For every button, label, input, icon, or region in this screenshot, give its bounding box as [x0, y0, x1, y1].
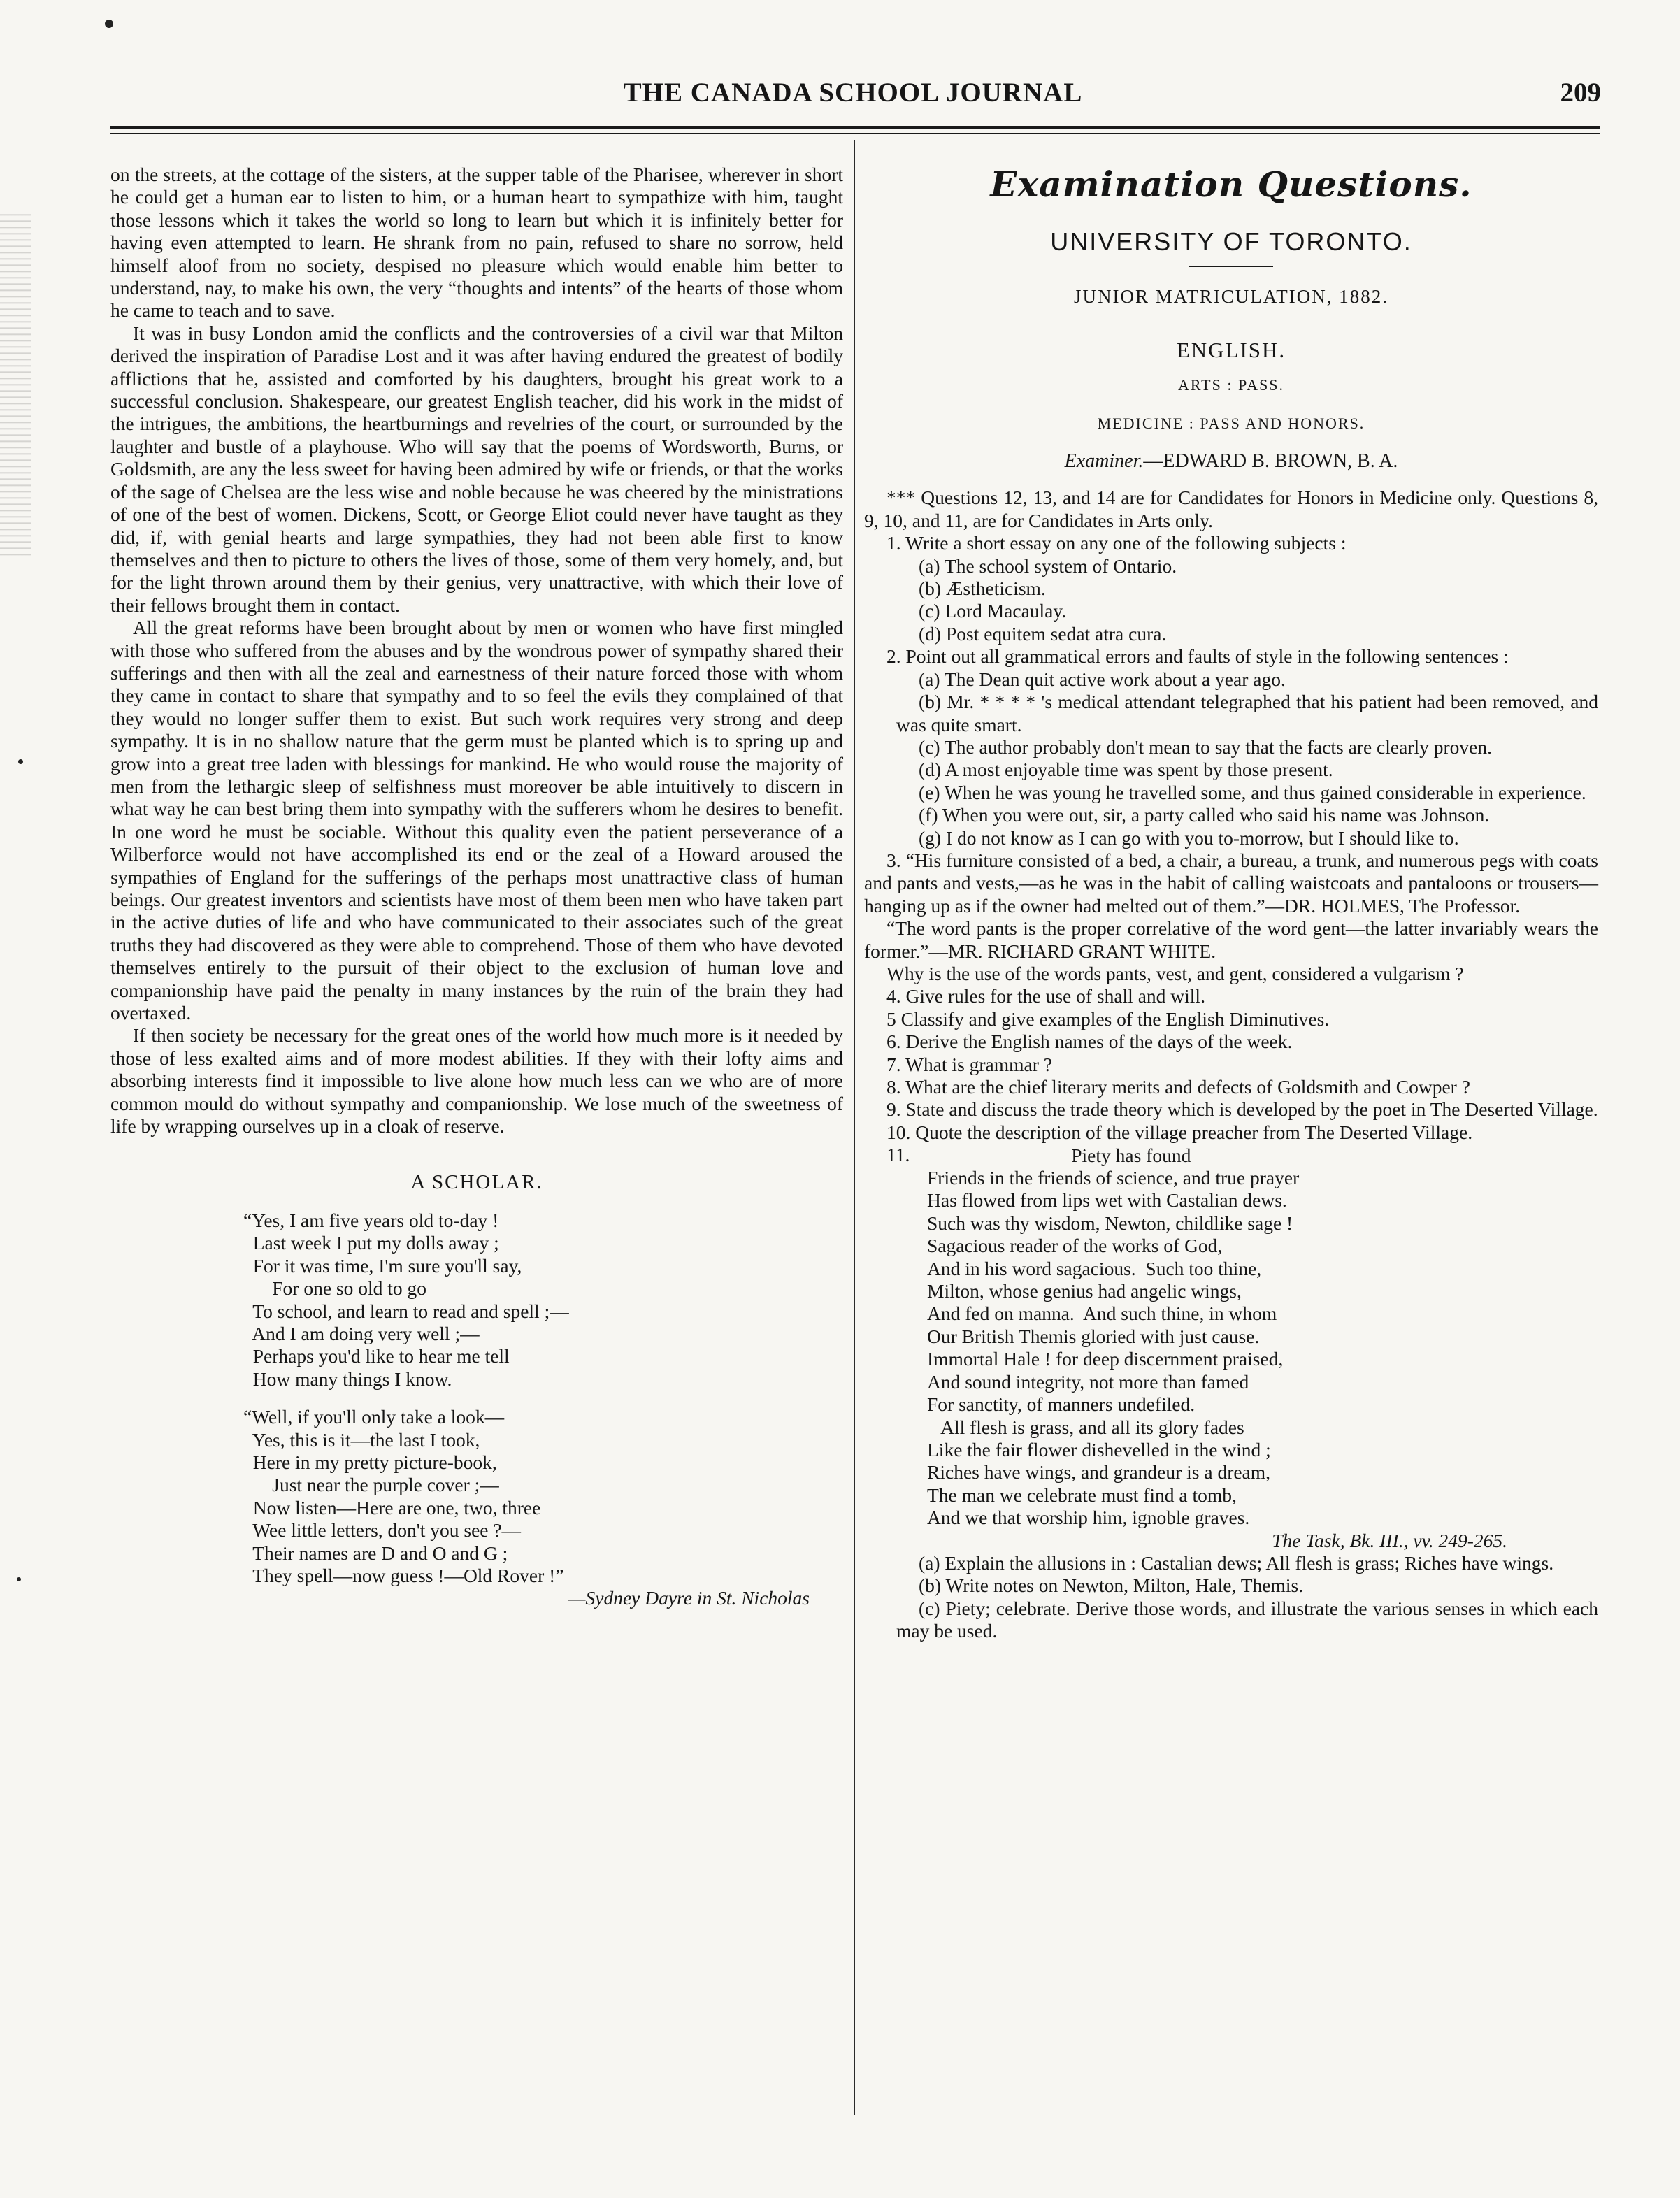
paragraph: It was in busy London amid the conflicts and the controversies of a civil war that Milton derived the inspiration of Paradise Lost and it was after having endured the greatest of bodily afflictions that he, assisted and comforted by his daughters, brought his great work to a successful conclusion. Shakespeare, our greatest English teacher, did his work in the midst of the intrigues, the ambitions, the heartburnings and revelries of the court, or surrounded by the laughter and bustle of a playhouse. Who will say that the poems of Wordsworth, Burns, or Goldsmith, are any the less sweet for having been admired by wife or friends, or that the works of the sage of Chelsea are the less wise and noble because he was cheered by the ministrations of one of the best of women. Dickens, Scott, or George Eliot could never have taught as they did, if, with genial hearts and large sympathies, they had not been able first to know themselves and then to picture to others the lives of those, some of them very homely, and, but for the light thrown around them by their genius, very unattractive, with which their love of their fellows brought them in contact. — [110, 322, 843, 616]
question-option: (b) Mr. * * * * 's medical attendant telegraphed that his patient had been removed, and was quite smart. — [896, 691, 1598, 735]
question-option: (c) Lord Macaulay. — [919, 600, 1067, 622]
journal-title: THE CANADA SCHOOL JOURNAL — [623, 78, 1083, 108]
question-9: 9. State and discuss the trade theory which is developed by the poet in The Deserted Village. — [886, 1098, 1598, 1121]
verse-line: Has flowed from lips wet with Castalian dews. — [927, 1189, 1287, 1212]
poem-line: For it was time, I'm sure you'll say, — [243, 1254, 522, 1277]
verse-source: The Task, Bk. III., vv. 249-265. — [1272, 1529, 1507, 1551]
verse-line: And we that worship him, ignoble graves. — [927, 1507, 1250, 1529]
poem-title: A SCHOLAR. — [410, 1171, 543, 1194]
question-3-prompt: Why is the use of the words pants, vest, and gent, considered a vulgarism ? — [886, 962, 1464, 984]
ink-speck — [105, 20, 113, 28]
question-option: (c) The author probably don't mean to say that the facts are clearly proven. — [919, 735, 1492, 758]
question-3: 3. “His furniture consisted of a bed, a chair, a bureau, a trunk, and numerous pegs with coats and pants and vests,—as he was in the habit of calling waistcoats and pantaloons or trousers—hanging up as if the owner had melted out of them.”—DR. HOLMES, The Professor. — [864, 849, 1598, 917]
candidates-note: *** Questions 12, 13, and 14 are for Candidates for Honors in Medicine only. Questions 8, 9, 10, and 11, are for Candidates in Arts only. — [864, 487, 1598, 531]
question-1: 1. Write a short essay on any one of the following subjects : — [886, 532, 1347, 554]
verse-line: All flesh is grass, and all its glory fades — [927, 1416, 1244, 1438]
section-title: Examination Questions. — [990, 164, 1472, 205]
question-11-part: (c) Piety; celebrate. Derive those words, and illustrate the various senses in which each may be used. — [896, 1597, 1598, 1642]
question-option: (d) Post equitem sedat atra cura. — [919, 622, 1167, 645]
paragraph: If then society be necessary for the great ones of the world how much more is it needed by those of less exalted aims and of more modest abilities. If they with their lofty aims and absorbing interests find it impossible to live alone how much less can we who are of more common mould do without sympathy and companionship. We lose much of the sweetness of life by wrapping ourselves up in a cloak of reserve. — [110, 1024, 843, 1137]
question-option: (a) The Dean quit active work about a year ago. — [919, 668, 1286, 690]
question-7: 7. What is grammar ? — [886, 1053, 1052, 1075]
poem-line: To school, and learn to read and spell ;— — [243, 1300, 569, 1322]
question-11-part: (a) Explain the allusions in : Castalian dews; All flesh is grass; Riches have wings. — [919, 1551, 1554, 1574]
examiner-label: Examiner. — [1064, 450, 1144, 473]
verse-line: Immortal Hale ! for deep discernment praised, — [927, 1348, 1284, 1370]
question-4: 4. Give rules for the use of shall and will. — [886, 985, 1205, 1007]
verse-line: The man we celebrate must find a tomb, — [927, 1484, 1237, 1506]
verse-line: And sound integrity, not more than famed — [927, 1370, 1249, 1393]
poem-line: Just near the purple cover ;— — [243, 1474, 499, 1496]
ink-speck — [17, 1577, 21, 1581]
verse-line: Friends in the friends of science, and true prayer — [927, 1167, 1300, 1189]
page-header — [105, 77, 1601, 119]
exam-heading: JUNIOR MATRICULATION, 1882. — [1074, 286, 1388, 308]
poem-line: Now listen—Here are one, two, three — [243, 1496, 541, 1518]
medicine-heading: MEDICINE : PASS AND HONORS. — [1097, 414, 1365, 432]
question-2: 2. Point out all grammatical errors and faults of style in the following sentences : — [886, 645, 1509, 668]
question-3-quote: “The word pants is the proper correlative of the word gent—the latter invariably wears the former.”—MR. RICHARD GRANT WHITE. — [864, 917, 1598, 962]
question-11-verse — [927, 1144, 1598, 1530]
column-divider — [854, 140, 855, 2115]
left-column — [110, 164, 843, 1610]
poem-line: They spell—now guess !—Old Rover !” — [243, 1564, 564, 1586]
question-option: (e) When he was young he travelled some, and thus gained considerable in experience. — [919, 781, 1586, 803]
poem-line: Their names are D and O and G ; — [243, 1542, 508, 1564]
examiner-name: —EDWARD B. BROWN, B. A. — [1143, 450, 1398, 473]
short-rule — [1189, 266, 1273, 267]
poem-line: How many things I know. — [243, 1367, 452, 1390]
verse-line: Like the fair flower dishevelled in the wind ; — [927, 1438, 1271, 1460]
verse-line: And in his word sagacious. Such too thine, — [927, 1257, 1262, 1279]
subject-heading: ENGLISH. — [1176, 337, 1286, 362]
poem-line: “Well, if you'll only take a look— — [243, 1406, 505, 1428]
header-rule-thin — [110, 133, 1600, 134]
verse-line: Piety has found — [927, 1144, 1191, 1166]
question-8: 8. What are the chief literary merits and defects of Goldsmith and Cowper ? — [886, 1076, 1470, 1098]
question-11-label: 11. — [886, 1144, 910, 1166]
right-column — [864, 159, 1598, 1643]
verse-line: Riches have wings, and grandeur is a dream, — [927, 1461, 1271, 1484]
verse-line: And fed on manna. And such thine, in whom — [927, 1302, 1277, 1325]
paragraph: All the great reforms have been brought about by men or women who have first mingled with those who suffered from the abuses and by the wondrous power of sympathy shared their sufferings and then with all the zeal and earnestness of their nature forced those with whom they came in contact to share that sympathy and to so feel the evils they complained of that they would no longer suffer them to exist. But such work requires very strong and deep sympathy. It is in no shallow nature that the germ must be planted which is to spring up and grow into a great tree laden with blessings for mankind. He who would rouse the majority of men from the lethargic sleep of selfishness must moreover be able intuitively to discern in what way he can best bring them into sympathy with the sufferers whom he desires to benefit. In one word he must be sociable. Without this quality even the patient perseverance of a Wilberforce would not have accomplished its end or the zeal of a Howard aroused the sympathies of England for the sufferings of the perhaps most unattractive class of human beings. Our greatest inventors and scientists have most of them been men who have taken part in the active duties of life and who have communicated to their associates such of the great truths they had discovered as they were able to comprehend. Those of them who have devoted themselves entirely to the pursuit of their object to the exclusion of human love and companionship have paid the penalty in many instances by the ruin of the brain they had overtaxed. — [110, 617, 843, 1024]
poem-line: Last week I put my dolls away ; — [243, 1232, 499, 1254]
question-10: 10. Quote the description of the village preacher from The Deserted Village. — [886, 1121, 1473, 1143]
question-option: (d) A most enjoyable time was spent by those present. — [919, 759, 1333, 781]
scan-edge-noise — [0, 210, 31, 559]
verse-line: For sanctity, of manners undefiled. — [927, 1393, 1196, 1416]
question-11-part: (b) Write notes on Newton, Milton, Hale, Themis. — [919, 1574, 1304, 1597]
verse-line: Such was thy wisdom, Newton, childlike sage ! — [927, 1212, 1293, 1234]
page-number: 209 — [1560, 78, 1601, 108]
poem-line: Yes, this is it—the last I took, — [243, 1428, 480, 1451]
ink-speck — [18, 759, 23, 764]
verse-line: Milton, whose genius had angelic wings, — [927, 1280, 1242, 1302]
poem-line: Wee little letters, don't you see ?— — [243, 1519, 522, 1542]
examiner-line — [864, 450, 1598, 473]
university-heading: UNIVERSITY OF TORONTO. — [1050, 227, 1412, 256]
question-option: (f) When you were out, sir, a party called who said his name was Johnson. — [919, 804, 1490, 826]
question-option: (g) I do not know as I can go with you to-morrow, but I should like to. — [919, 826, 1459, 849]
question-option: (a) The school system of Ontario. — [919, 554, 1177, 577]
poem-credit: —Sydney Dayre in St. Nicholas — [568, 1587, 810, 1609]
poem-line: Perhaps you'd like to hear me tell — [243, 1345, 510, 1367]
paragraph: on the streets, at the cottage of the sisters, at the supper table of the Pharisee, wherever in short he could get a human ear to listen to him, or a human heart to sympathize with him, taught those lessons which it takes the world so long to learn but which it is infinitely better for having even attempted to learn. He shrank from no pain, refused to share no sorrow, held himself aloof from no society, despised no pleasure which would enable him better to understand, nay, to make his own, the very “thoughts and intents” of the hearts of those whom he came to teach and to save. — [110, 164, 843, 322]
question-6: 6. Derive the English names of the days of the week. — [886, 1030, 1293, 1053]
question-option: (b) Æstheticism. — [919, 577, 1046, 600]
poem-line: “Yes, I am five years old to-day ! — [243, 1209, 499, 1231]
poem-line: Here in my pretty picture-book, — [243, 1451, 497, 1473]
poem — [243, 1209, 843, 1588]
question-5: 5 Classify and give examples of the English Diminutives. — [886, 1007, 1330, 1030]
poem-line: And I am doing very well ;— — [243, 1322, 480, 1344]
arts-heading: ARTS : PASS. — [1177, 376, 1285, 394]
header-rule — [110, 126, 1600, 129]
verse-line: Our British Themis gloried with just cause. — [927, 1325, 1260, 1347]
verse-line: Sagacious reader of the works of God, — [927, 1235, 1223, 1257]
poem-line: For one so old to go — [243, 1277, 427, 1300]
